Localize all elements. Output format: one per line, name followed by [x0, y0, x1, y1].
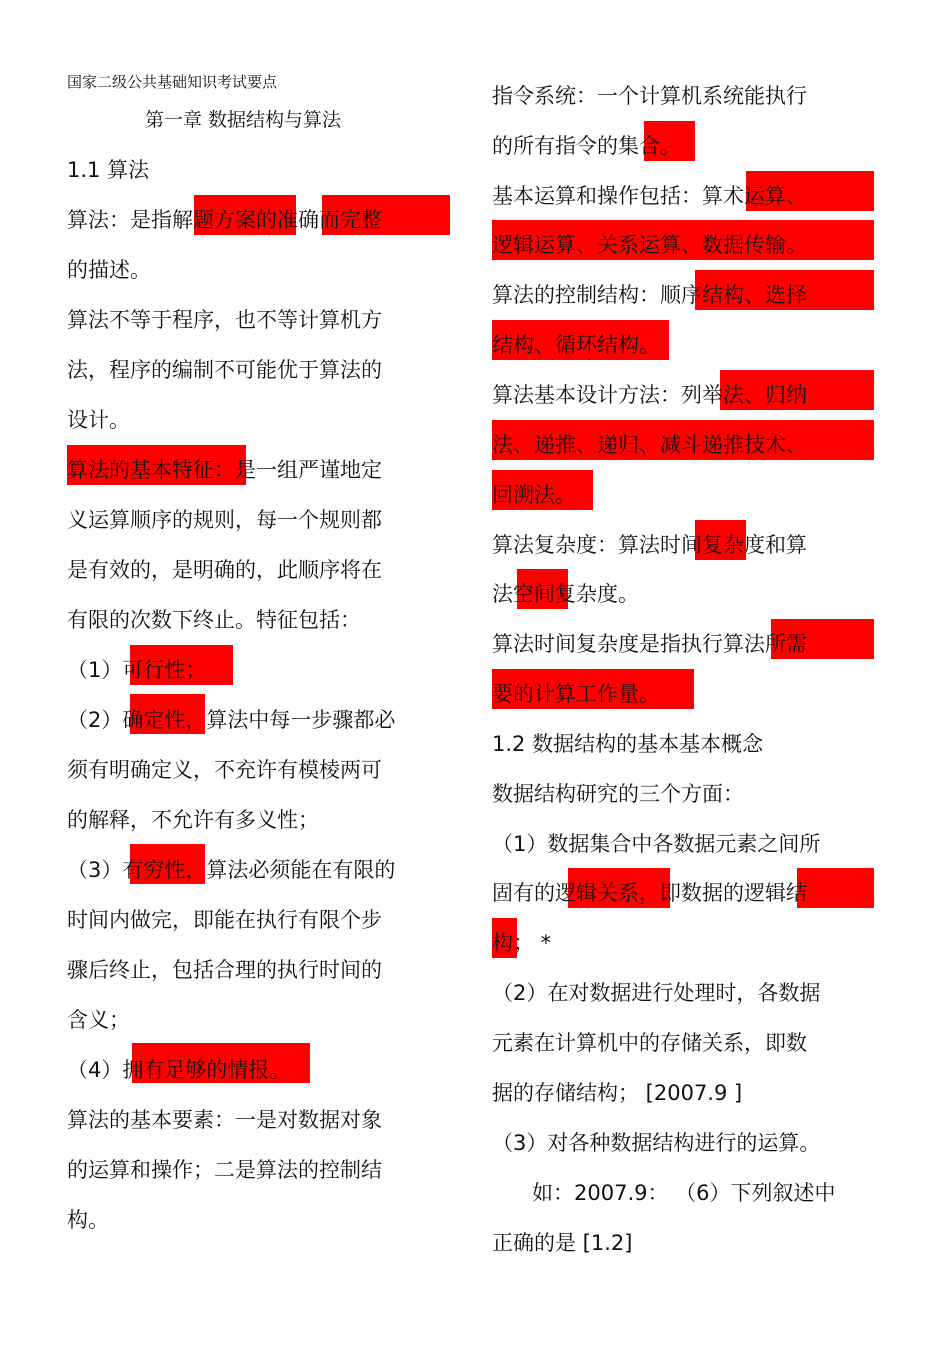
text-line: 算法基本设计方法：列举法、归纳 [492, 383, 807, 407]
text-line: 元素在计算机中的存储关系，即数 [492, 1031, 807, 1055]
text-line: 数据结构研究的三个方面： [492, 782, 744, 806]
text-line: 基本运算和操作包括：算术运算、 [492, 184, 807, 208]
text-line: 结构、循环结构。 [492, 333, 660, 357]
text-line: 的解释，不允许有多义性； [67, 808, 319, 832]
text-line: 构。 [67, 1208, 109, 1232]
text-line: 法空间复杂度。 [492, 582, 639, 606]
text-line: 的所有指令的集合。 [492, 134, 681, 158]
text-line: 法、递推、递归、减斗递推技术、 [492, 433, 807, 457]
section-heading-1-2: 1.2 数据结构的基本基本概念 [492, 732, 764, 756]
text-line: 正确的是 [1.2] [492, 1231, 633, 1255]
text-line: 骤后终止，包括合理的执行时间的 [67, 958, 382, 982]
document-title: 国家二级公共基础知识考试要点 [67, 73, 278, 91]
text-line: 算法的基本特征：是一组严谨地定 [67, 458, 382, 482]
section-heading-1-1: 1.1 算法 [67, 158, 150, 182]
text-line: （4）拥有足够的情报。 [67, 1058, 291, 1082]
text-line: 算法的控制结构：顺序结构、选择 [492, 283, 807, 307]
text-line: 设计。 [67, 408, 130, 432]
text-line: 的运算和操作；二是算法的控制结 [67, 1158, 382, 1182]
text-line: 逻辑运算、关系运算、数据传输。 [492, 233, 807, 257]
text-line: 算法时间复杂度是指执行算法所需 [492, 632, 807, 656]
text-line: 含义； [67, 1008, 130, 1032]
chapter-title: 第一章 数据结构与算法 [145, 109, 342, 131]
text-line: 的描述。 [67, 258, 151, 282]
text-line: 须有明确定义，不充许有模棱两可 [67, 758, 382, 782]
text-line: 法，程序的编制不可能优于算法的 [67, 358, 382, 382]
highlight-mark [797, 868, 874, 908]
text-line: 构； * [492, 931, 552, 955]
text-line: 义运算顺序的规则，每一个规则都 [67, 508, 382, 532]
text-line: 指令系统：一个计算机系统能执行 [492, 84, 807, 108]
text-line: （3）有穷性，算法必须能在有限的 [67, 858, 396, 882]
text-line: 算法不等于程序，也不等计算机方 [67, 308, 382, 332]
text-line: 算法复杂度：算法时间复杂度和算 [492, 533, 807, 557]
text-line: 据的存储结构； [2007.9 ] [492, 1081, 743, 1105]
text-line: 要的计算工作量。 [492, 682, 660, 706]
text-line: 有限的次数下终止。特征包括： [67, 608, 361, 632]
text-line: 固有的逻辑关系，即数据的逻辑结 [492, 881, 807, 905]
text-line: 回溯法。 [492, 483, 576, 507]
text-line: 算法：是指解题方案的准确而完整 [67, 208, 382, 232]
text-line: （1）可行性； [67, 658, 207, 682]
text-line: 算法的基本要素：一是对数据对象 [67, 1108, 382, 1132]
text-line: （2）在对数据进行处理时，各数据 [492, 981, 821, 1005]
text-line: （2）确定性，算法中每一步骤都必 [67, 708, 396, 732]
text-line: 时间内做完，即能在执行有限个步 [67, 908, 382, 932]
text-line: 如：2007.9： （6）下列叙述中 [532, 1181, 836, 1205]
text-line: 是有效的，是明确的，此顺序将在 [67, 558, 382, 582]
text-line: （3）对各种数据结构进行的运算。 [492, 1131, 821, 1155]
text-line: （1）数据集合中各数据元素之间所 [492, 832, 821, 856]
